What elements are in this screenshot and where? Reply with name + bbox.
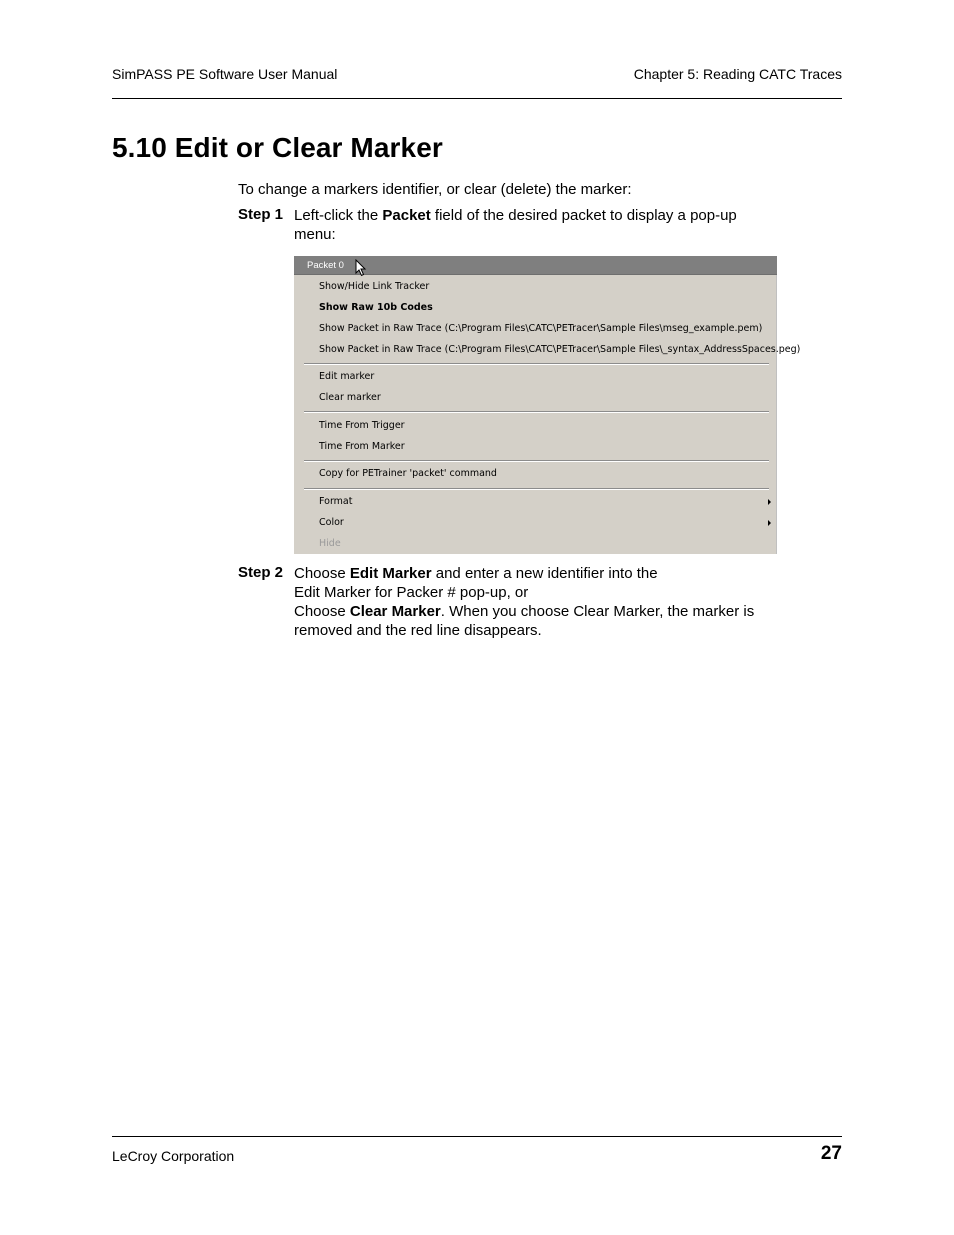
menu-item-format[interactable]: Format (319, 496, 353, 507)
footer-rule (112, 1136, 842, 1137)
menu-item-time-from-trigger[interactable]: Time From Trigger (319, 420, 405, 431)
step2-line1-bold: Edit Marker (349, 565, 432, 582)
step2-line1 (294, 564, 794, 583)
step2-line3-after: . When you choose Clear Marker, the marker is (440, 603, 755, 620)
packet-context-menu (294, 256, 801, 554)
section-title: 5.10 Edit or Clear Marker (112, 132, 443, 163)
menu-item-clear-marker[interactable]: Clear marker (319, 392, 381, 403)
header-manual-title: SimPASS PE Software User Manual (112, 66, 338, 82)
mouse-cursor-icon (355, 259, 367, 277)
step2-line4: removed and the red line disappears. (294, 622, 542, 639)
step2-text (294, 564, 794, 640)
menu-item-show-packet-raw-trace-peg[interactable]: Show Packet in Raw Trace (C:\Program Files\CATC\PETracer\Sample Files\_syntax_AddressSpaces.peg) (319, 344, 801, 355)
menu-title: Packet 0 (294, 256, 777, 275)
submenu-arrow-icon (768, 520, 771, 526)
header-rule (112, 98, 842, 99)
menu-separator (304, 460, 769, 462)
menu-item-edit-marker[interactable]: Edit marker (319, 371, 375, 382)
menu-item-hide: Hide (319, 538, 341, 549)
menu-item-show-hide-link-tracker[interactable]: Show/Hide Link Tracker (319, 281, 430, 292)
intro-text: To change a markers identifier, or clear (delete) the marker: (238, 181, 632, 198)
footer-company: LeCroy Corporation (112, 1148, 235, 1164)
step1-text-before: Left-click the (294, 207, 383, 224)
step2-line3-bold: Clear Marker (349, 603, 441, 620)
menu-item-time-from-marker[interactable]: Time From Marker (319, 441, 405, 452)
header-chapter-title: Chapter 5: Reading CATC Traces (633, 66, 842, 82)
step1-bold: Packet (382, 207, 431, 224)
menu-item-show-packet-raw-trace-pem[interactable]: Show Packet in Raw Trace (C:\Program Files\CATC\PETracer\Sample Files\mseg_example.pem) (319, 323, 763, 334)
menu-item-color[interactable]: Color (319, 517, 344, 528)
step1-text (294, 206, 764, 244)
menu-separator (304, 363, 769, 365)
menu-item-copy-for-petrainer[interactable]: Copy for PETrainer 'packet' command (319, 468, 497, 479)
step2-line1-before: Choose (294, 565, 350, 582)
submenu-arrow-icon (768, 499, 771, 505)
step2-line3 (294, 602, 794, 621)
step2-line2: Edit Marker for Packer # pop-up, or (294, 584, 529, 601)
menu-item-show-raw-10b-codes[interactable]: Show Raw 10b Codes (319, 302, 433, 313)
page-number: 27 (820, 1143, 842, 1164)
step1-text-after: field of the desired packet to display a pop-up menu: (294, 207, 737, 243)
step1-label: Step 1 (238, 206, 284, 223)
step2-line3-before: Choose (294, 603, 350, 620)
menu-separator (304, 411, 769, 413)
step2-line1-after: and enter a new identifier into the (431, 565, 658, 582)
step2-label: Step 2 (238, 564, 284, 581)
menu-separator (304, 488, 769, 490)
